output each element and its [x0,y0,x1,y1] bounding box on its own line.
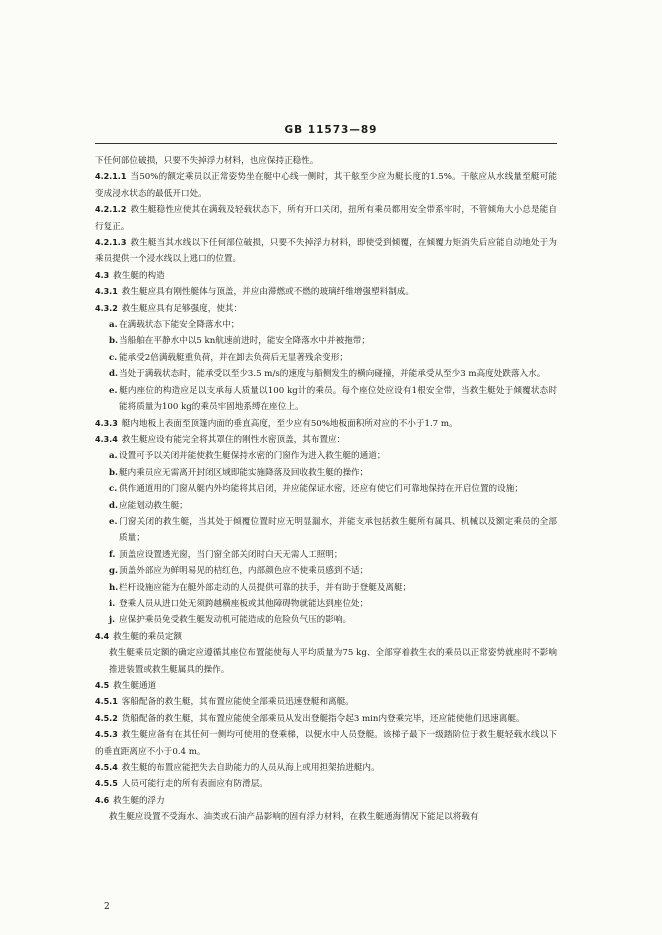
clause [95,760,557,776]
clause-number: 4.5.1 [95,697,118,707]
clause-text: 救生艇应具有足够强度，使其： [121,303,243,314]
clause-number: 4.5.3 [95,730,118,740]
clause [95,711,557,727]
item-marker: g. [109,566,119,577]
clause-number: 4.5.2 [95,713,118,723]
clause [95,727,557,760]
clause-text: 供作通道用的门窗从艇内外均能将其启闭，并应能保证水密，还应有使它们可靠地保持在开启位置的设施； [119,484,523,495]
clause [95,284,557,300]
clause-text: 救生艇应设有能完全将其罩住的刚性水密顶盖，其布置应： [121,434,346,445]
clause [95,694,557,710]
clause [95,629,557,645]
clause-text: 艇内乘员应无需离开封闭区域即能实施降落及回收救生艇的操作； [119,467,369,478]
clause-text: 救生艇通道 [113,681,157,691]
list-item [95,350,557,366]
clause-text: 当处于满载状态时，能承受以至少3.5 m/s的速度与船侧发生的横向碰撞，并能承受从至少3 m高度处跌落入水。 [119,369,546,380]
clause-text: 能承受2倍满载艇重负荷，并在卸去负荷后无显著残余变形； [119,352,348,363]
item-marker: e. [109,516,118,527]
list-item [95,448,557,464]
clause-text: 艇内地板上表面至顶篷内面的垂直高度，至少应有50%地板面积所对应的不小于1.7 m。 [121,418,458,429]
clause [95,202,557,235]
item-marker: i. [109,598,116,609]
item-marker: d. [109,369,119,380]
list-item [95,481,557,497]
clause-number: 4.5.5 [95,779,118,789]
list-item [95,514,557,547]
clause-text: 救生艇的乘员定额 [113,631,182,642]
clause-text: 栏杆设施应能为在艇外部走动的人员提供可靠的扶手，并有助于登艇及离艇； [119,582,412,593]
item-marker: f. [109,549,116,560]
item-marker: a. [109,320,118,331]
clause [95,235,557,268]
item-marker: j. [109,615,116,626]
page-header: GB 11573—89 [284,124,378,136]
clause-text: 救生艇应设置不受海水、油类或石油产品影响的固有浮力材料，在救生艇通海情况下能足以将载有 [109,812,479,823]
clause [95,268,557,284]
item-marker: e. [109,385,118,396]
clause-text: 货船配备的救生艇，其布置应能使全部乘员从发出登艇指令起3 min内登乘完毕，还应能使他们迅速离艇。 [121,713,525,724]
clause [95,432,557,448]
item-marker: b. [109,467,119,478]
list-item [95,366,557,382]
item-marker: a. [109,451,118,462]
clause-text: 客船配备的救生艇，其布置应能使全部乘员迅速登艇和离艇。 [121,697,354,708]
item-marker: b. [109,336,119,347]
list-item [95,498,557,514]
clause-text: 救生艇稳性应使其在满载及轻载状态下，所有开口关闭，扭所有乘员都用安全带系牢时，不管倾角大小总是能自行复正。 [95,205,557,232]
clause-number: 4.2.1.2 [95,205,127,215]
document-body [95,153,557,826]
item-marker: c. [109,484,118,495]
clause-text: 艇内座位的构造应足以支承每人质量以100 kg计的乘员。每个座位处应设有1根安全带，当救生艇处于倾覆状态时能将质量为100 kg的乘员牢固地系缚在座位上。 [119,385,557,413]
list-item [95,580,557,596]
clause [95,776,557,792]
clause-text: 人员可能行走的所有表面应有防滑层。 [121,779,268,790]
clause-text: 在满载状态下能安全降落水中； [119,320,240,331]
clause [95,169,557,202]
clause-text: 救生艇应备有在其任何一侧均可使用的登乘梯，以便水中人员登艇。该梯子最下一级踏阶位于救生艇轻载水线以下的垂直距离应不小于0.4 m。 [95,730,557,757]
list-item [95,317,557,333]
clause-number: 4.3.2 [95,303,118,313]
clause [95,416,557,432]
list-item [95,596,557,612]
clause-text: 当船舶在平静水中以5 kn航速前进时，能安全降落水中并被拖带； [119,336,370,347]
clause-text: 救生艇的布置应能把失去自助能力的人员从海上或用担架抬进艇内。 [121,763,380,774]
item-marker: h. [109,582,119,593]
item-marker: c. [109,352,118,363]
clause [95,678,557,694]
clause-number: 4.5.4 [95,763,118,773]
clause-number: 4.6 [95,795,110,805]
clause-text: 救生艇乘员定额的确定应遵循其座位布置能使每人平均质量为75 kg、全部穿着救生衣的乘员以正常姿势就座时不影响推进装置或救生艇属具的操作。 [109,648,557,675]
list-item [95,612,557,628]
list-item [95,563,557,579]
clause-text: 门窗关闭的救生艇，当其处于倾覆位置时应无明显漏水，并能支承包括救生艇所有属具、机械以及额定乘员的全部质量； [119,516,557,544]
item-marker: d. [109,500,119,511]
paragraph [95,153,557,169]
clause-number: 4.3.4 [95,434,118,444]
clause-text: 下任何部位破损，只要不失掉浮力材料，也应保持正稳性。 [95,156,319,166]
clause-text: 顶盖应设置透光窗，当门窗全部关闭时白天无需人工照明； [119,549,343,560]
clause-number: 4.3.3 [95,418,118,428]
clause [95,301,557,317]
clause-text: 登乘人员从进口处无须跨越横座板或其他障碍物就能达到座位处； [119,598,369,609]
clause [95,793,557,809]
clause-text: 救生艇当其水线以下任何部位破损，只要不失掉浮力材料，即使受到倾覆，在倾覆力矩消失后应能自动地处于为乘员提供一个浸水线以上逃口的位置。 [95,238,557,265]
clause-text: 救生艇应具有刚性艇体与顶盖，并应由滞燃或不燃的玻璃纤维增强塑料制成。 [121,287,414,298]
clause-text: 应保护乘员免受救生艇发动机可能造成的危险负气压的影响。 [119,615,352,626]
list-item [95,547,557,563]
list-item [95,333,557,349]
list-item [95,383,557,416]
clause-number: 4.2.1.3 [95,238,127,248]
clause-number: 4.5 [95,681,110,690]
clause-text: 当50%的额定乘员以正常姿势坐在艇中心线一侧时，其干舷至少应为艇长度的1.5%。干舷应从水线量至艇可能变成浸水状态的最低开口处。 [95,172,557,199]
clause-number: 4.4 [95,631,110,641]
clause-text: 救生艇的浮力 [113,795,165,806]
clause-number: 4.2.1.1 [95,172,127,182]
clause-text: 救生艇的构造 [113,270,165,281]
clause-text: 应能划动救生艇； [119,500,188,511]
header-rule [95,143,557,144]
page-number: 2 [104,902,110,912]
list-item [95,465,557,481]
clause-text: 设置可予以关闭并能使救生艇保持水密的门窗作为进入救生艇的通道； [119,451,386,462]
clause-number: 4.3 [95,270,110,280]
clause-text: 顶盖外部应为鲜明易见的桔红色，内部颜色应不使乘员感到不适； [119,566,369,577]
clause-number: 4.3.1 [95,287,118,297]
paragraph [95,809,557,825]
paragraph [95,645,557,678]
